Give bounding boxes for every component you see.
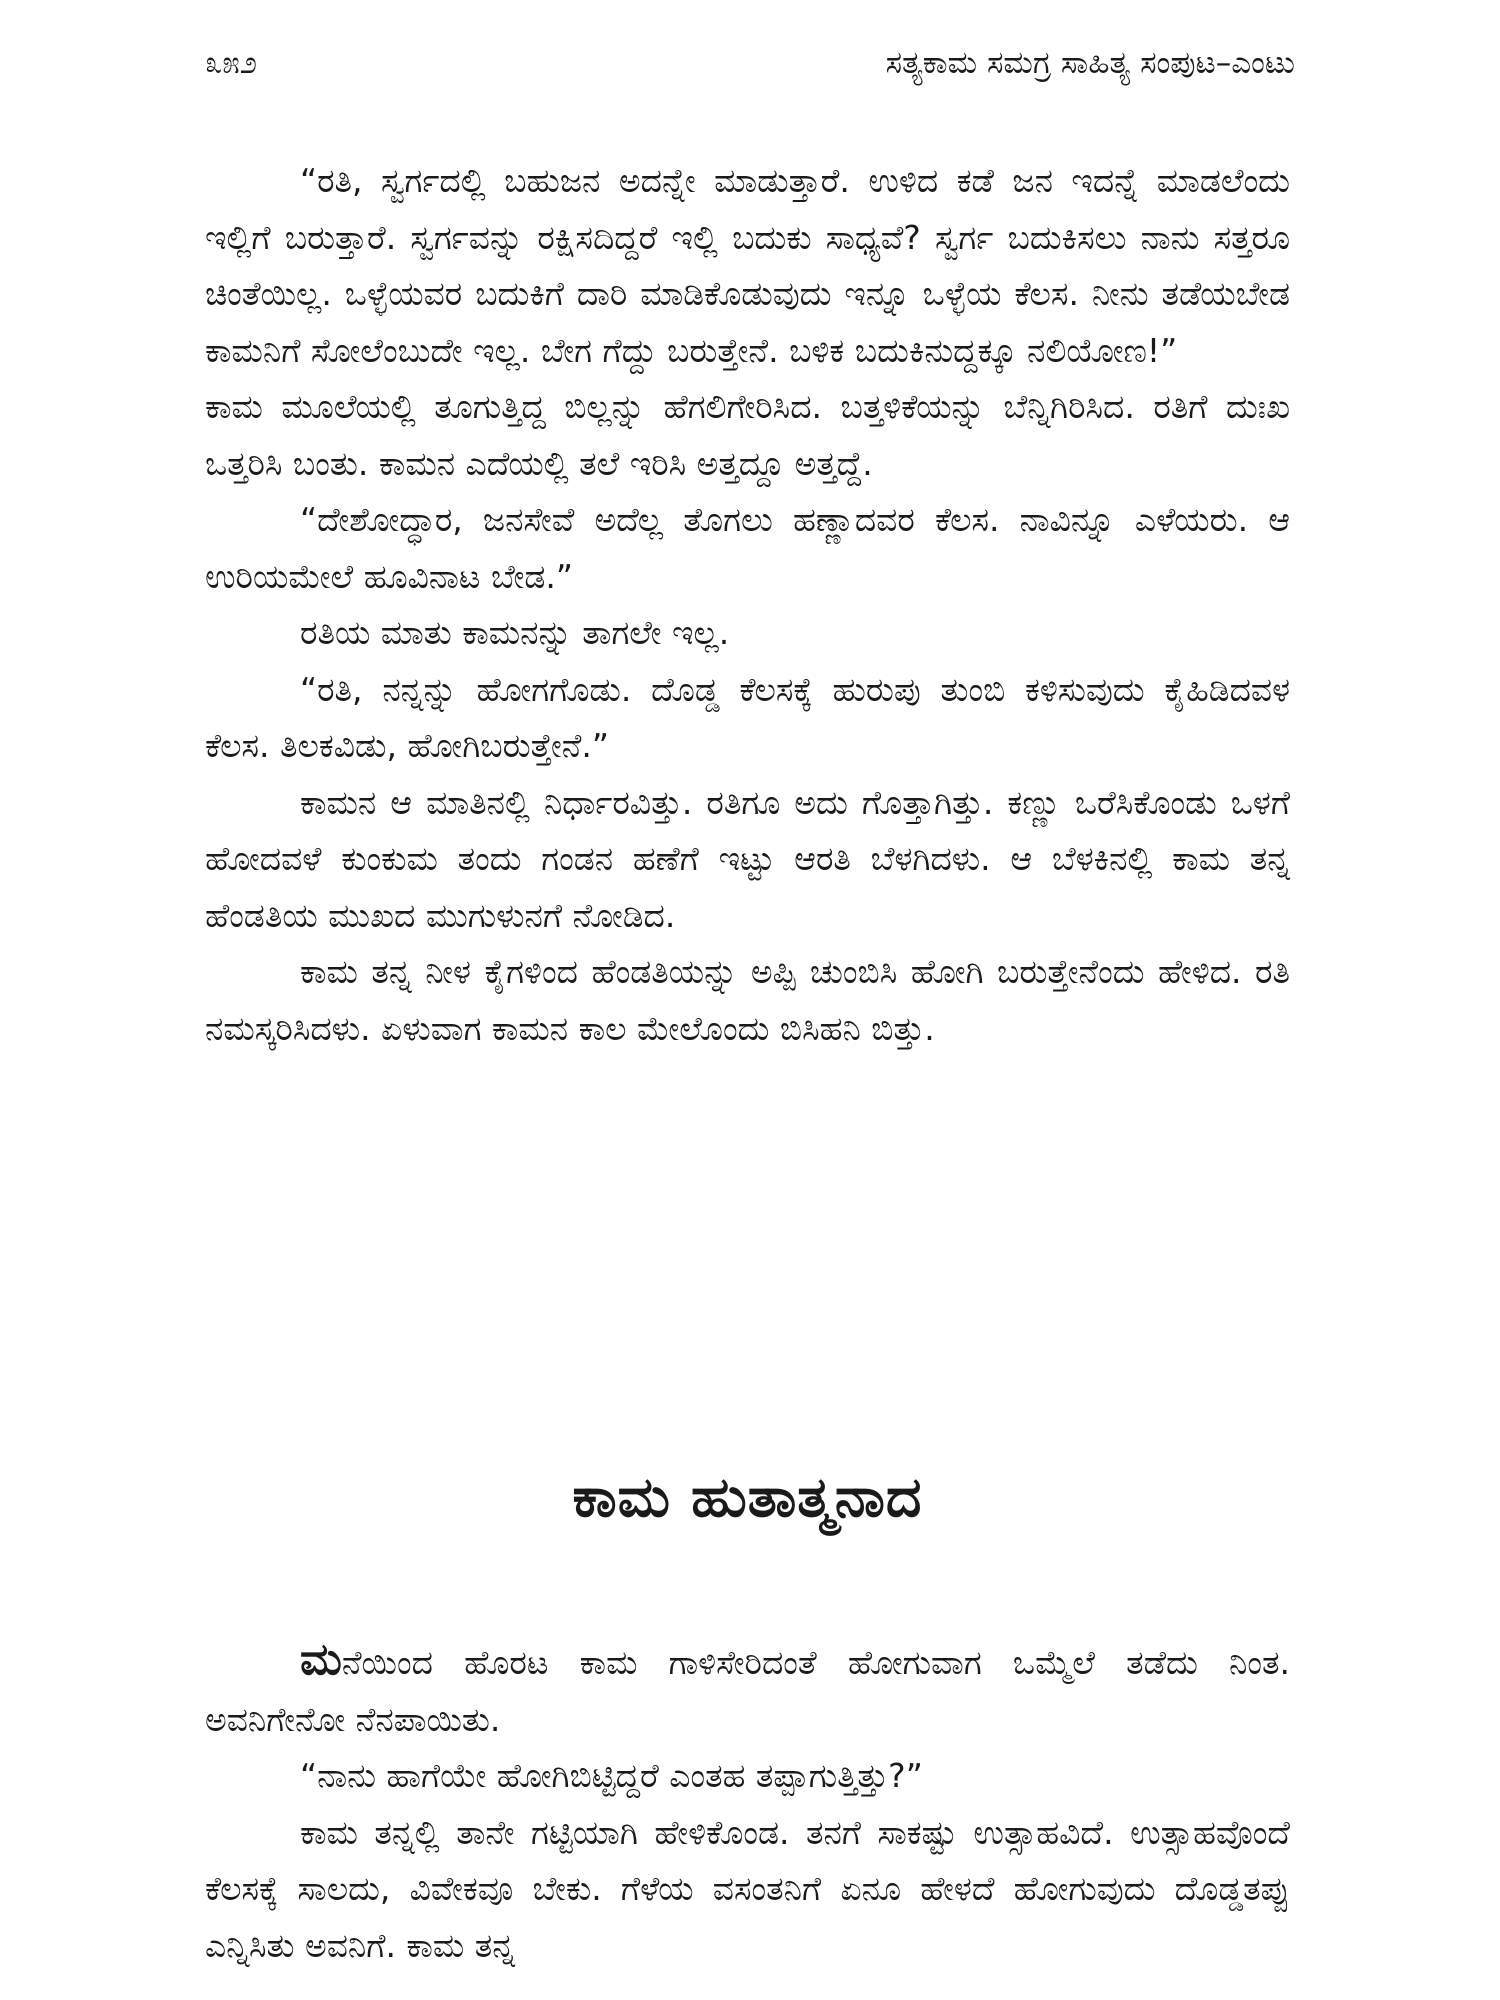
running-header — [205, 38, 1295, 88]
text-section-1 — [205, 153, 1290, 1057]
running-title: ಸತ್ಯಕಾಮ ಸಮಗ್ರ ಸಾಹಿತ್ಯ ಸಂಪುಟ–ಎಂಟು — [885, 44, 1295, 81]
chapter-title: ಕಾಮ ಹುತಾತ್ಮನಾದ — [572, 1465, 923, 1529]
paragraph: “ರತಿ, ನನ್ನನ್ನು ಹೋಗಗೊಡು. ದೊಡ್ಡ ಕೆಲಸಕ್ಕೆ ಹುರುಪು ತುಂಬಿ ಕಳಿಸುವುದು ಕೈಹಿಡಿದವಳ ಕೆಲಸ. ತಿಲಕವಿಡು, ಹೋಗಿಬರುತ್ತೇನೆ.” — [205, 669, 1290, 765]
paragraph: ಕಾಮ ಮೂಲೆಯಲ್ಲಿ ತೂಗುತ್ತಿದ್ದ ಬಿಲ್ಲನ್ನು ಹೆಗಲಿಗೇರಿಸಿದ. ಬತ್ತಳಿಕೆಯನ್ನು ಬೆನ್ನಿಗಿರಿಸಿದ. ರತಿಗೆ ದುಃಖ ಒತ್ತರಿಸಿ ಬಂತು. ಕಾಮನ ಎದೆಯಲ್ಲಿ ತಲೆ ಇರಿಸಿ ಅತ್ತದ್ದೂ ಅತ್ತದ್ದೆ. — [205, 387, 1290, 483]
paragraph: “ರತಿ, ಸ್ವರ್ಗದಲ್ಲಿ ಬಹುಜನ ಅದನ್ನೇ ಮಾಡುತ್ತಾರೆ. ಉಳಿದ ಕಡೆ ಜನ ಇದನ್ನೆ ಮಾಡಲೆಂದು ಇಲ್ಲಿಗೆ ಬರುತ್ತಾರೆ. ಸ್ವರ್ಗವನ್ನು ರಕ್ಷಿಸದಿದ್ದರೆ ಇಲ್ಲಿ ಬದುಕು ಸಾಧ್ಯವೆ? ಸ್ವರ್ಗ ಬದುಕಿಸಲು ನಾನು ಸತ್ತರೂ ಚಿಂತೆಯಿಲ್ಲ. ಒಳ್ಳೆಯವರ ಬದುಕಿಗೆ ದಾರಿ ಮಾಡಿಕೊಡುವುದು ಇನ್ನೂ ಒಳ್ಳೆಯ ಕೆಲಸ. ನೀನು ತಡೆಯಬೇಡ ಕಾಮನಿಗೆ ಸೋಲೆಂಬುದೇ ಇಲ್ಲ. ಬೇಗ ಗೆದ್ದು ಬರುತ್ತೇನೆ. ಬಳಿಕ ಬದುಕಿನುದ್ದಕ್ಕೂ ನಲಿಯೋಣ!” — [205, 161, 1290, 370]
paragraph: “ದೇಶೋದ್ಧಾರ, ಜನಸೇವೆ ಅದೆಲ್ಲ ತೊಗಲು ಹಣ್ಣಾದವರ ಕೆಲಸ. ನಾವಿನ್ನೂ ಎಳೆಯರು. ಆ ಉರಿಯಮೇಲೆ ಹೂವಿನಾಟ ಬೇಡ.” — [205, 500, 1290, 596]
paragraph: ರತಿಯ ಮಾತು ಕಾಮನನ್ನು ತಾಗಲೇ ಇಲ್ಲ. — [300, 613, 730, 652]
paragraph: ಕಾಮನ ಆ ಮಾತಿನಲ್ಲಿ ನಿರ್ಧಾರವಿತ್ತು. ರತಿಗೂ ಅದು ಗೊತ್ತಾಗಿತ್ತು. ಕಣ್ಣು ಒರೆಸಿಕೊಂಡು ಒಳಗೆ ಹೋದವಳೆ ಕುಂಕುಮ ತಂದು ಗಂಡನ ಹಣೆಗೆ ಇಟ್ಟು ಆರತಿ ಬೆಳಗಿದಳು. ಆ ಬೆಳಕಿನಲ್ಲಿ ಕಾಮ ತನ್ನ ಹೆಂಡತಿಯ ಮುಖದ ಮುಗುಳುನಗೆ ನೋಡಿದ. — [205, 782, 1290, 935]
text-section-2 — [205, 1632, 1290, 1974]
drop-initial: ಮ — [300, 1634, 342, 1685]
paragraph: ಕಾಮ ತನ್ನಲ್ಲಿ ತಾನೇ ಗಟ್ಟಿಯಾಗಿ ಹೇಳಿಕೊಂಡ. ತನಗೆ ಸಾಕಷ್ಟು ಉತ್ಸಾಹವಿದೆ. ಉತ್ಸಾಹವೊಂದೆ ಕೆಲಸಕ್ಕೆ ಸಾಲದು, ವಿವೇಕವೂ ಬೇಕು. ಗೆಳೆಯ ವಸಂತನಿಗೆ ಏನೂ ಹೇಳದೆ ಹೋಗುವುದು ದೊಡ್ಡತಪ್ಪು ಎನ್ನಿಸಿತು ಅವನಿಗೆ. ಕಾಮ ತನ್ನ — [205, 1812, 1290, 1965]
paragraph: ಕಾಮ ತನ್ನ ನೀಳ ಕೈಗಳಿಂದ ಹೆಂಡತಿಯನ್ನು ಅಪ್ಪಿ ಚುಂಬಿಸಿ ಹೋಗಿ ಬರುತ್ತೇನೆಂದು ಹೇಳಿದ. ರತಿ ನಮಸ್ಕರಿಸಿದಳು. ಏಳುವಾಗ ಕಾಮನ ಕಾಲ ಮೇಲೊಂದು ಬಿಸಿಹನಿ ಬಿತ್ತು. — [205, 952, 1290, 1048]
opening-paragraph-text: ನೆಯಿಂದ ಹೊರಟ ಕಾಮ ಗಾಳಿಸೇರಿದಂತೆ ಹೋಗುವಾಗ ಒಮ್ಮೆಲೆ ತಡೆದು ನಿಂತ. ಅವನಿಗೇನೋ ನೆನಪಾಯಿತು. — [205, 1643, 1290, 1739]
opening-paragraph — [205, 1632, 1290, 1748]
paragraph: “ನಾನು ಹಾಗೆಯೇ ಹೋಗಿಬಿಟ್ಟಿದ್ದರೆ ಎಂತಹ ತಪ್ಪಾಗುತ್ತಿತ್ತು?” — [300, 1756, 923, 1795]
page-number: ೩೫೨ — [205, 44, 258, 81]
